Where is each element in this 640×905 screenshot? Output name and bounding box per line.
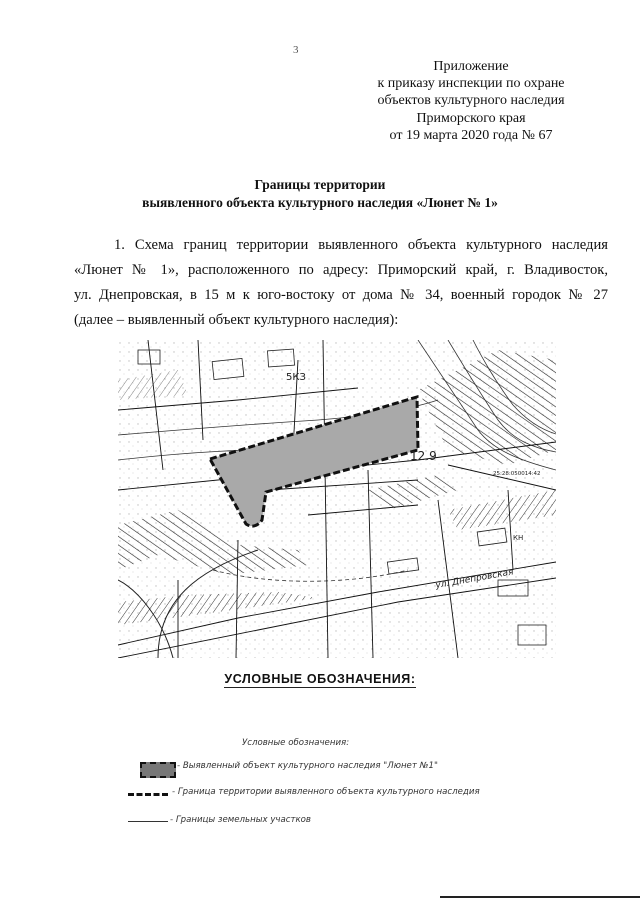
paragraph-line: 1. Схема границ территории выявленного объекта культурного наследия bbox=[114, 237, 608, 253]
appendix-line: от 19 марта 2020 года № 67 bbox=[389, 127, 553, 143]
legend-item-territory: - Граница территории выявленного объекта культурного наследия bbox=[172, 787, 480, 797]
map-label-street: ул. Днепровская bbox=[434, 567, 515, 591]
scan-edge-line bbox=[440, 896, 640, 898]
appendix-line: Приложение bbox=[433, 59, 509, 74]
legend-item-parcels: - Границы земельных участков bbox=[170, 815, 311, 825]
paragraph-line: ул. Днепровская, в 15 м к юго-востоку от дома № 34, военный городок № 27 bbox=[74, 287, 608, 303]
legend-item-object: - Выявленный объект культурного наследия "Люнет №1" bbox=[177, 761, 438, 771]
map-label-129: 12.9 bbox=[410, 449, 437, 463]
body-paragraph bbox=[74, 233, 608, 333]
map-label-kn: КН bbox=[513, 534, 524, 542]
appendix-line: объектов культурного наследия bbox=[377, 93, 565, 109]
document-title-line-2: выявленного объекта культурного наследия «Люнет № 1» bbox=[142, 195, 498, 210]
appendix-block bbox=[360, 58, 582, 144]
appendix-line: к приказу инспекции по охране bbox=[377, 76, 565, 92]
legend-swatch-parcels bbox=[128, 821, 168, 822]
paragraph-line: «Люнет № 1», расположенного по адресу: Приморский край, г. Владивосток, bbox=[74, 262, 608, 278]
document-title-line-1: Границы территории bbox=[254, 177, 386, 192]
map-label-skz: 5КЗ bbox=[286, 372, 306, 383]
legend-subheading: Условные обозначения: bbox=[242, 738, 350, 748]
appendix-line: Приморского края bbox=[416, 110, 526, 126]
legend-swatch-territory bbox=[128, 793, 168, 796]
paragraph-line: (далее – выявленный объект культурного наследия): bbox=[74, 312, 399, 328]
map-label-plot: 25:28:050014:42 bbox=[493, 471, 541, 477]
cadastral-map bbox=[118, 340, 556, 658]
legend-swatch-object bbox=[140, 762, 176, 778]
legend-heading: УСЛОВНЫЕ ОБОЗНАЧЕНИЯ: bbox=[224, 672, 416, 686]
page-number: 3 bbox=[293, 44, 299, 56]
